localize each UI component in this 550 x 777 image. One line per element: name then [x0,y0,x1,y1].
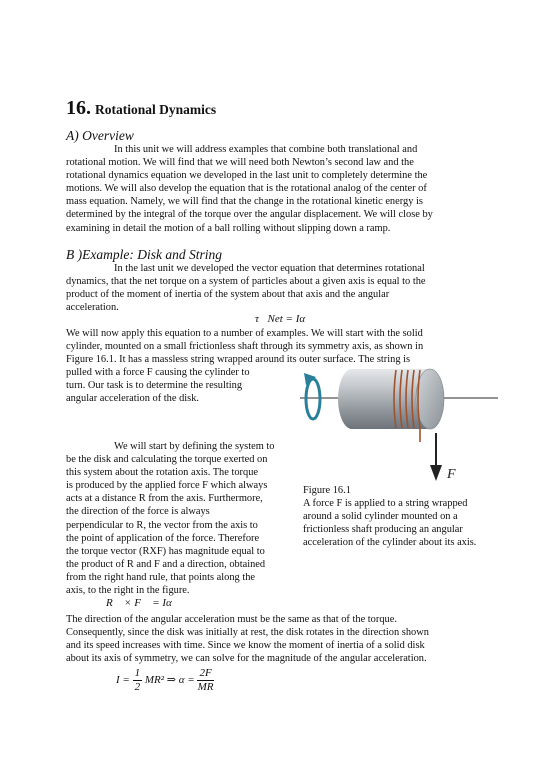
fraction-2f-mr: $\frac{2F}{MR}$ [197,667,214,693]
chapter-number: 16. [66,97,91,119]
cylinder-diagram [300,345,500,485]
equation-inertia: I = $\frac{1}{2}$ MR² ⇒ α = $\frac{2F}{MR}$ [116,667,214,693]
chapter-title: Rotational Dynamics [95,102,217,117]
section-b-final-text: The direction of the angular acceleration must be the same as that of the torque. Consequently, since the disk was initially at rest, the disk rotates in the direction shown and its speed increases with time. Since we know the moment of inertia of a solid disk about its axis of symmetry, we can solve for the magnitude of the angular acceleration. [66,614,429,665]
section-b-narrow-text: pulled with a force F causing the cylinder to turn. Our task is to determine the resulting angular acceleration of the disk. [66,367,250,405]
equation-net-torque: τ⃗Net = Iα⃗ [255,313,314,325]
section-b-intro: In the last unit we developed the vector equation that determines rotational dynamics, that the net torque on a system of particles about a given axis is equal to the product of the moment of inertia of the system about that axis and the angular acceleration. [66,263,426,314]
rotation-arrow-icon [304,373,320,419]
chapter-heading [66,97,216,120]
section-b-heading: B )Example: Disk and String [66,247,222,262]
force-label: F [447,467,456,482]
fraction-one-half: $\frac{1}{2}$ [134,667,141,693]
section-a-paragraph: In this unit we will address examples that combine both translational and rotational motion. We will find that we will need both Newton’s second law and the rotational dynamics equation we developed in the last unit to completely determine the motions. We will also develop the equation that is the rotational analog of the center of mass equation. Namely, we will find that the change in the rotational kinetic energy is determined by the integral of the torque over the angular displacement. We will close by examining in detail the motion of a ball rolling without slipping down a ramp. [66,144,433,234]
section-b-torque-text: We will start by defining the system to be the disk and calculating the torque exerted on this system about the rotation axis. The torque is produced by the applied force F which always acts at a distance R from the axis. Furthermore, the direction of the force is always perpendicular to R, the vector from the axis to the point of application of the force. Therefore the torque vector (RXF) has magnitude equal to the product of R and F and a direction, obtained from the right hand rule, that points along the axis, to the right in the figure. [66,441,275,597]
equation-torque: R⃗ × F⃗ = Iα⃗ [106,597,181,609]
section-a-heading: A) Overview [66,128,134,143]
force-arrow-icon [430,433,442,481]
figure-cylinder [300,345,500,485]
figure-caption: Figure 16.1 A force F is applied to a string wrapped around a solid cylinder mounted on a frictionless shaft producing an angular acceleration of the cylinder about its axis. [303,485,477,549]
cylinder-face [416,369,444,429]
section-b-wide-text: We will now apply this equation to a number of examples. We will start with the solid cylinder, mounted on a small frictionless shaft through its symmetry axis, as shown in Figure 16.1. It has a massless string wrapped around its outer surface. The string is [66,328,424,366]
